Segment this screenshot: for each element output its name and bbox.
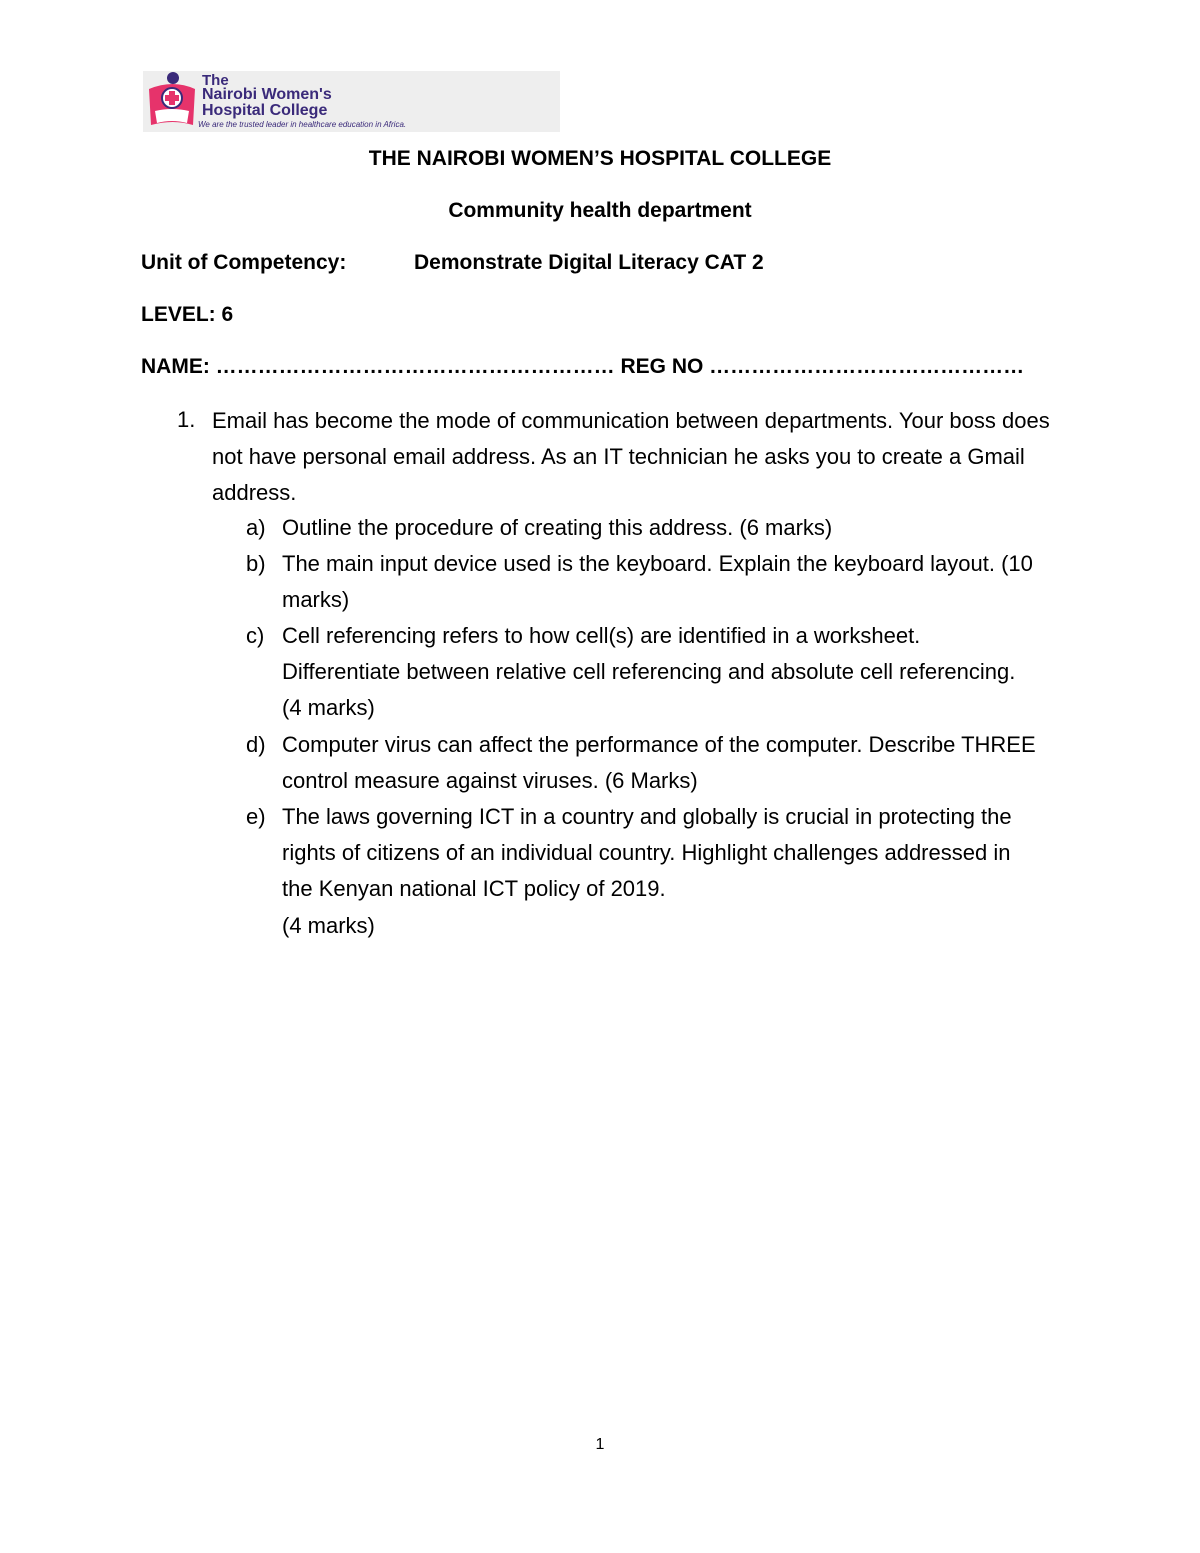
- page-number: 1: [595, 1436, 605, 1453]
- question-text: Email has become the mode of communication between departments. Your boss does not have personal email address. As an IT technician he asks you to create a Gmail address.: [212, 408, 1050, 506]
- sub-question-label: d): [246, 732, 266, 757]
- sub-question-text: Cell referencing refers to how cell(s) are identified in a worksheet. Differentiate between relative cell referencing and absolute cell referencing. (4 marks): [282, 623, 1016, 721]
- sub-question-label: b): [246, 551, 266, 576]
- sub-question-text: Outline the procedure of creating this address. (6 marks): [282, 515, 833, 540]
- unit-value: Demonstrate Digital Literacy CAT 2: [414, 251, 764, 274]
- sub-question-text: The laws governing ICT in a country and globally is crucial in protecting the rights of citizens of an individual country. Highlight challenges addressed in the Kenyan national ICT policy of 2019.: [282, 804, 1012, 902]
- sub-question-label: a): [246, 515, 266, 540]
- sub-question-a: [246, 510, 1036, 546]
- college-logo: [143, 71, 560, 132]
- sub-question-text: Computer virus can affect the performance of the computer. Describe THREE control measure against viruses. (6 Marks): [282, 732, 1036, 794]
- logo-text-line-1: The: [202, 72, 229, 89]
- department-title: Community health department: [448, 199, 752, 222]
- sub-question-c: [246, 618, 1036, 727]
- question-number: 1.: [177, 407, 196, 432]
- nurse-cross-icon: [143, 71, 199, 132]
- logo-text-line-2: Nairobi Women's: [202, 86, 332, 103]
- logo-text-line-3: Hospital College: [202, 102, 328, 119]
- sub-question-label: c): [246, 623, 265, 648]
- level-line: LEVEL: 6: [141, 303, 234, 326]
- sub-question-e: [246, 799, 1036, 944]
- unit-of-competency-row: [141, 251, 764, 275]
- name-reg-line: NAME: ………………………………………………… REG NO ………………………………………: [141, 355, 1025, 378]
- sub-question-marks: (4 marks): [282, 912, 375, 938]
- sub-question-d: [246, 727, 1036, 799]
- sub-question-text: The main input device used is the keyboard. Explain the keyboard layout. (10 marks): [282, 551, 1033, 613]
- sub-question-b: [246, 546, 1036, 618]
- unit-label: Unit of Competency:: [141, 251, 347, 274]
- college-title: THE NAIROBI WOMEN’S HOSPITAL COLLEGE: [368, 147, 832, 170]
- sub-question-label: e): [246, 804, 266, 829]
- logo-tagline: We are the trusted leader in healthcare education in Africa.: [198, 120, 407, 129]
